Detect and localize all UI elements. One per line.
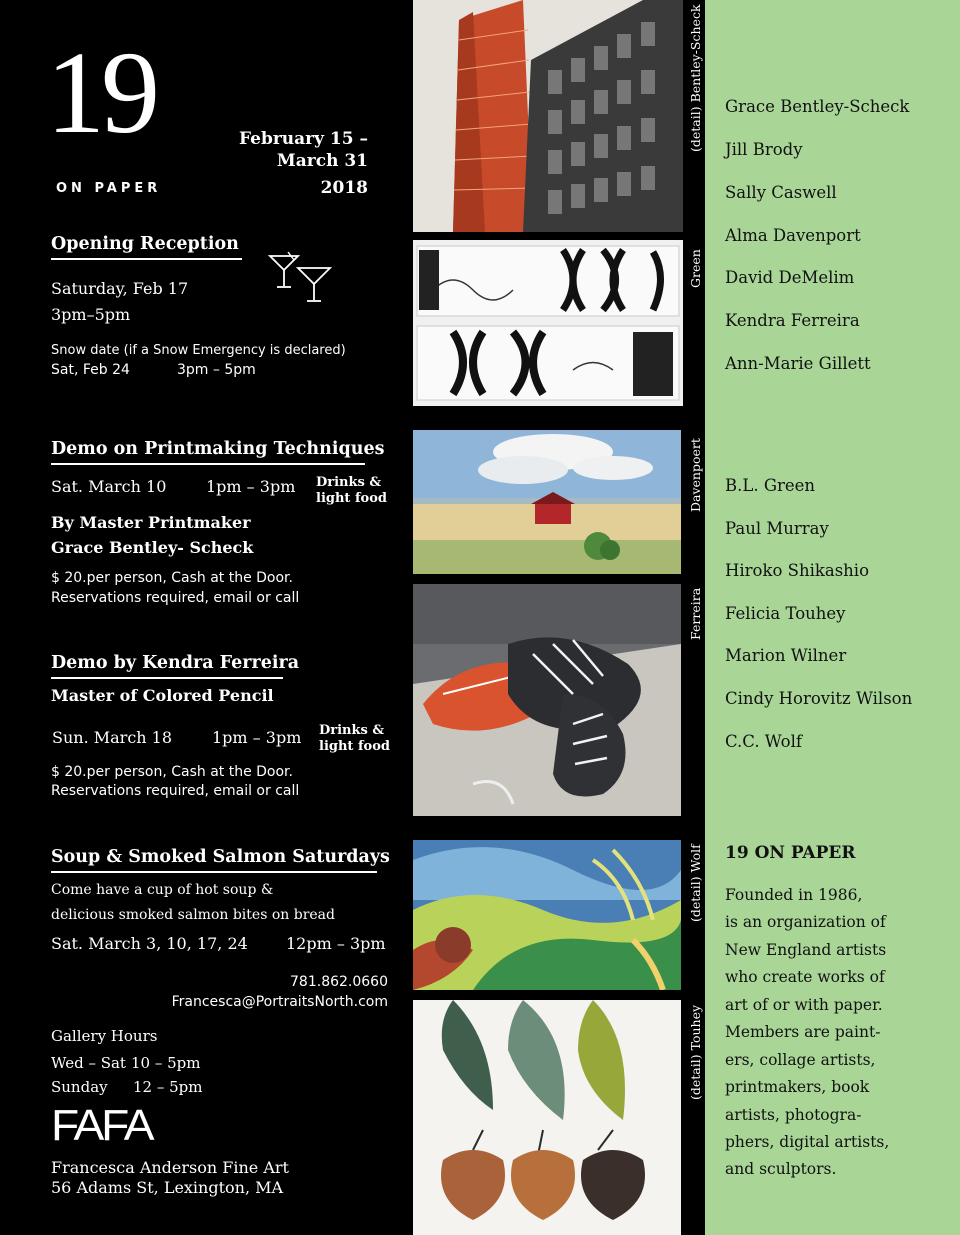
event-info-column bbox=[0, 0, 410, 1235]
artist-name: Hiroko Shikashio bbox=[725, 561, 870, 580]
artist-name: Marion Wilner bbox=[725, 646, 847, 665]
date-start: February 15 – bbox=[238, 129, 368, 149]
about-line: Founded in 1986, bbox=[725, 886, 863, 904]
artwork-wolf bbox=[413, 840, 681, 990]
demo1-extras-line2: light food bbox=[316, 491, 387, 506]
leaves-image bbox=[413, 1000, 681, 1235]
demo1-date: Sat. March 10 bbox=[51, 477, 167, 496]
about-line: and sculptors. bbox=[725, 1160, 837, 1178]
artist-name: C.C. Wolf bbox=[725, 732, 802, 751]
hours-row2-day: Sunday bbox=[51, 1078, 108, 1096]
artwork-bentley-scheck bbox=[413, 0, 683, 232]
artwork-label-1: (detail) Bentley-Scheck bbox=[688, 4, 703, 152]
demo2-subheading: Master of Colored Pencil bbox=[51, 686, 274, 705]
demo1-extras-line1: Drinks & bbox=[316, 475, 382, 490]
artwork-column bbox=[410, 0, 705, 1235]
about-line: artists, photogra- bbox=[725, 1106, 862, 1124]
abstract-painting-image bbox=[413, 840, 681, 990]
soup-dates: Sat. March 3, 10, 17, 24 bbox=[51, 934, 248, 953]
soup-time: 12pm – 3pm bbox=[286, 934, 386, 953]
artwork-label-3: Davenpoert bbox=[688, 438, 703, 512]
demo2-price: $ 20.per person, Cash at the Door. bbox=[51, 764, 293, 780]
about-line: phers, digital artists, bbox=[725, 1133, 890, 1151]
demo1-time: 1pm – 3pm bbox=[206, 477, 296, 496]
demo2-extras-line2: light food bbox=[319, 739, 390, 754]
snow-note: Snow date (if a Snow Emergency is declared) bbox=[51, 343, 346, 358]
demo1-price: $ 20.per person, Cash at the Door. bbox=[51, 570, 293, 586]
about-line: Members are paint- bbox=[725, 1023, 881, 1041]
about-line: is an organization of bbox=[725, 913, 886, 931]
hours-row1-day: Wed – Sat bbox=[51, 1054, 126, 1072]
fafa-logo: FAFA bbox=[51, 1101, 152, 1150]
about-line: who create works of bbox=[725, 968, 885, 986]
demo2-heading: Demo by Kendra Ferreira bbox=[51, 653, 283, 679]
snow-time: 3pm – 5pm bbox=[177, 362, 256, 378]
artist-name: Jill Brody bbox=[725, 140, 803, 159]
demo2-date: Sun. March 18 bbox=[52, 728, 173, 747]
artist-name: Cindy Horovitz Wilson bbox=[725, 689, 913, 708]
demo1-reserve: Reservations required, email or call bbox=[51, 590, 300, 606]
artist-name: Ann-Marie Gillett bbox=[725, 354, 871, 373]
demo1-by-line2: Grace Bentley- Scheck bbox=[51, 538, 254, 557]
artist-name: David DeMelim bbox=[725, 268, 855, 287]
date-end: March 31 bbox=[276, 151, 368, 171]
artwork-ferreira bbox=[413, 584, 681, 816]
opening-heading: Opening Reception bbox=[51, 234, 242, 260]
artist-name: Sally Caswell bbox=[725, 183, 837, 202]
snow-day: Sat, Feb 24 bbox=[51, 362, 130, 378]
artist-name: Grace Bentley-Scheck bbox=[725, 97, 910, 116]
landscape-image bbox=[413, 430, 681, 574]
opening-time: 3pm–5pm bbox=[51, 305, 131, 324]
artists-panel bbox=[705, 0, 960, 1235]
logo-subtitle: ON PAPER bbox=[56, 181, 162, 196]
about-title: 19 ON PAPER bbox=[725, 843, 856, 863]
gallery-name: Francesca Anderson Fine Art bbox=[51, 1158, 289, 1177]
demo1-heading: Demo on Printmaking Techniques bbox=[51, 439, 365, 465]
artist-books-image bbox=[413, 240, 683, 406]
hours-row1-time: 10 – 5pm bbox=[131, 1054, 201, 1072]
contact-email[interactable]: Francesca@PortraitsNorth.com bbox=[171, 994, 388, 1010]
soup-line2: delicious smoked salmon bites on bread bbox=[51, 907, 335, 923]
artist-name: Felicia Touhey bbox=[725, 604, 846, 623]
artist-name: B.L. Green bbox=[725, 476, 816, 495]
gallery-address: 56 Adams St, Lexington, MA bbox=[51, 1178, 284, 1197]
hours-title: Gallery Hours bbox=[51, 1027, 158, 1045]
demo2-extras-line1: Drinks & bbox=[319, 723, 385, 738]
hours-row2-time: 12 – 5pm bbox=[133, 1078, 203, 1096]
about-line: ers, collage artists, bbox=[725, 1051, 876, 1069]
about-line: New England artists bbox=[725, 941, 887, 959]
artwork-label-5: (detail) Wolf bbox=[688, 844, 703, 922]
sneakers-image bbox=[413, 584, 681, 816]
opening-day: Saturday, Feb 17 bbox=[51, 279, 189, 298]
artwork-touhey bbox=[413, 1000, 681, 1235]
artwork-green bbox=[413, 240, 683, 406]
artwork-label-6: (detail) Touhey bbox=[688, 1004, 703, 1100]
date-year: 2018 bbox=[320, 178, 368, 198]
cocktail-glasses-icon bbox=[266, 250, 332, 304]
artwork-label-2: Green bbox=[688, 249, 703, 288]
artwork-davenport bbox=[413, 430, 681, 574]
demo2-reserve: Reservations required, email or call bbox=[51, 783, 300, 799]
contact-phone[interactable]: 781.862.0660 bbox=[290, 974, 388, 990]
artist-name: Alma Davenport bbox=[725, 226, 861, 245]
logo-number: 19 bbox=[46, 27, 156, 158]
buildings-image bbox=[413, 0, 683, 232]
artist-name: Paul Murray bbox=[725, 519, 829, 538]
soup-heading: Soup & Smoked Salmon Saturdays bbox=[51, 847, 377, 873]
artist-name: Kendra Ferreira bbox=[725, 311, 860, 330]
demo2-time: 1pm – 3pm bbox=[212, 728, 302, 747]
soup-line1: Come have a cup of hot soup & bbox=[51, 882, 274, 898]
about-line: printmakers, book bbox=[725, 1078, 870, 1096]
about-line: art of or with paper. bbox=[725, 996, 883, 1014]
demo1-by-line1: By Master Printmaker bbox=[51, 513, 251, 532]
artwork-label-4: Ferreira bbox=[688, 587, 703, 640]
